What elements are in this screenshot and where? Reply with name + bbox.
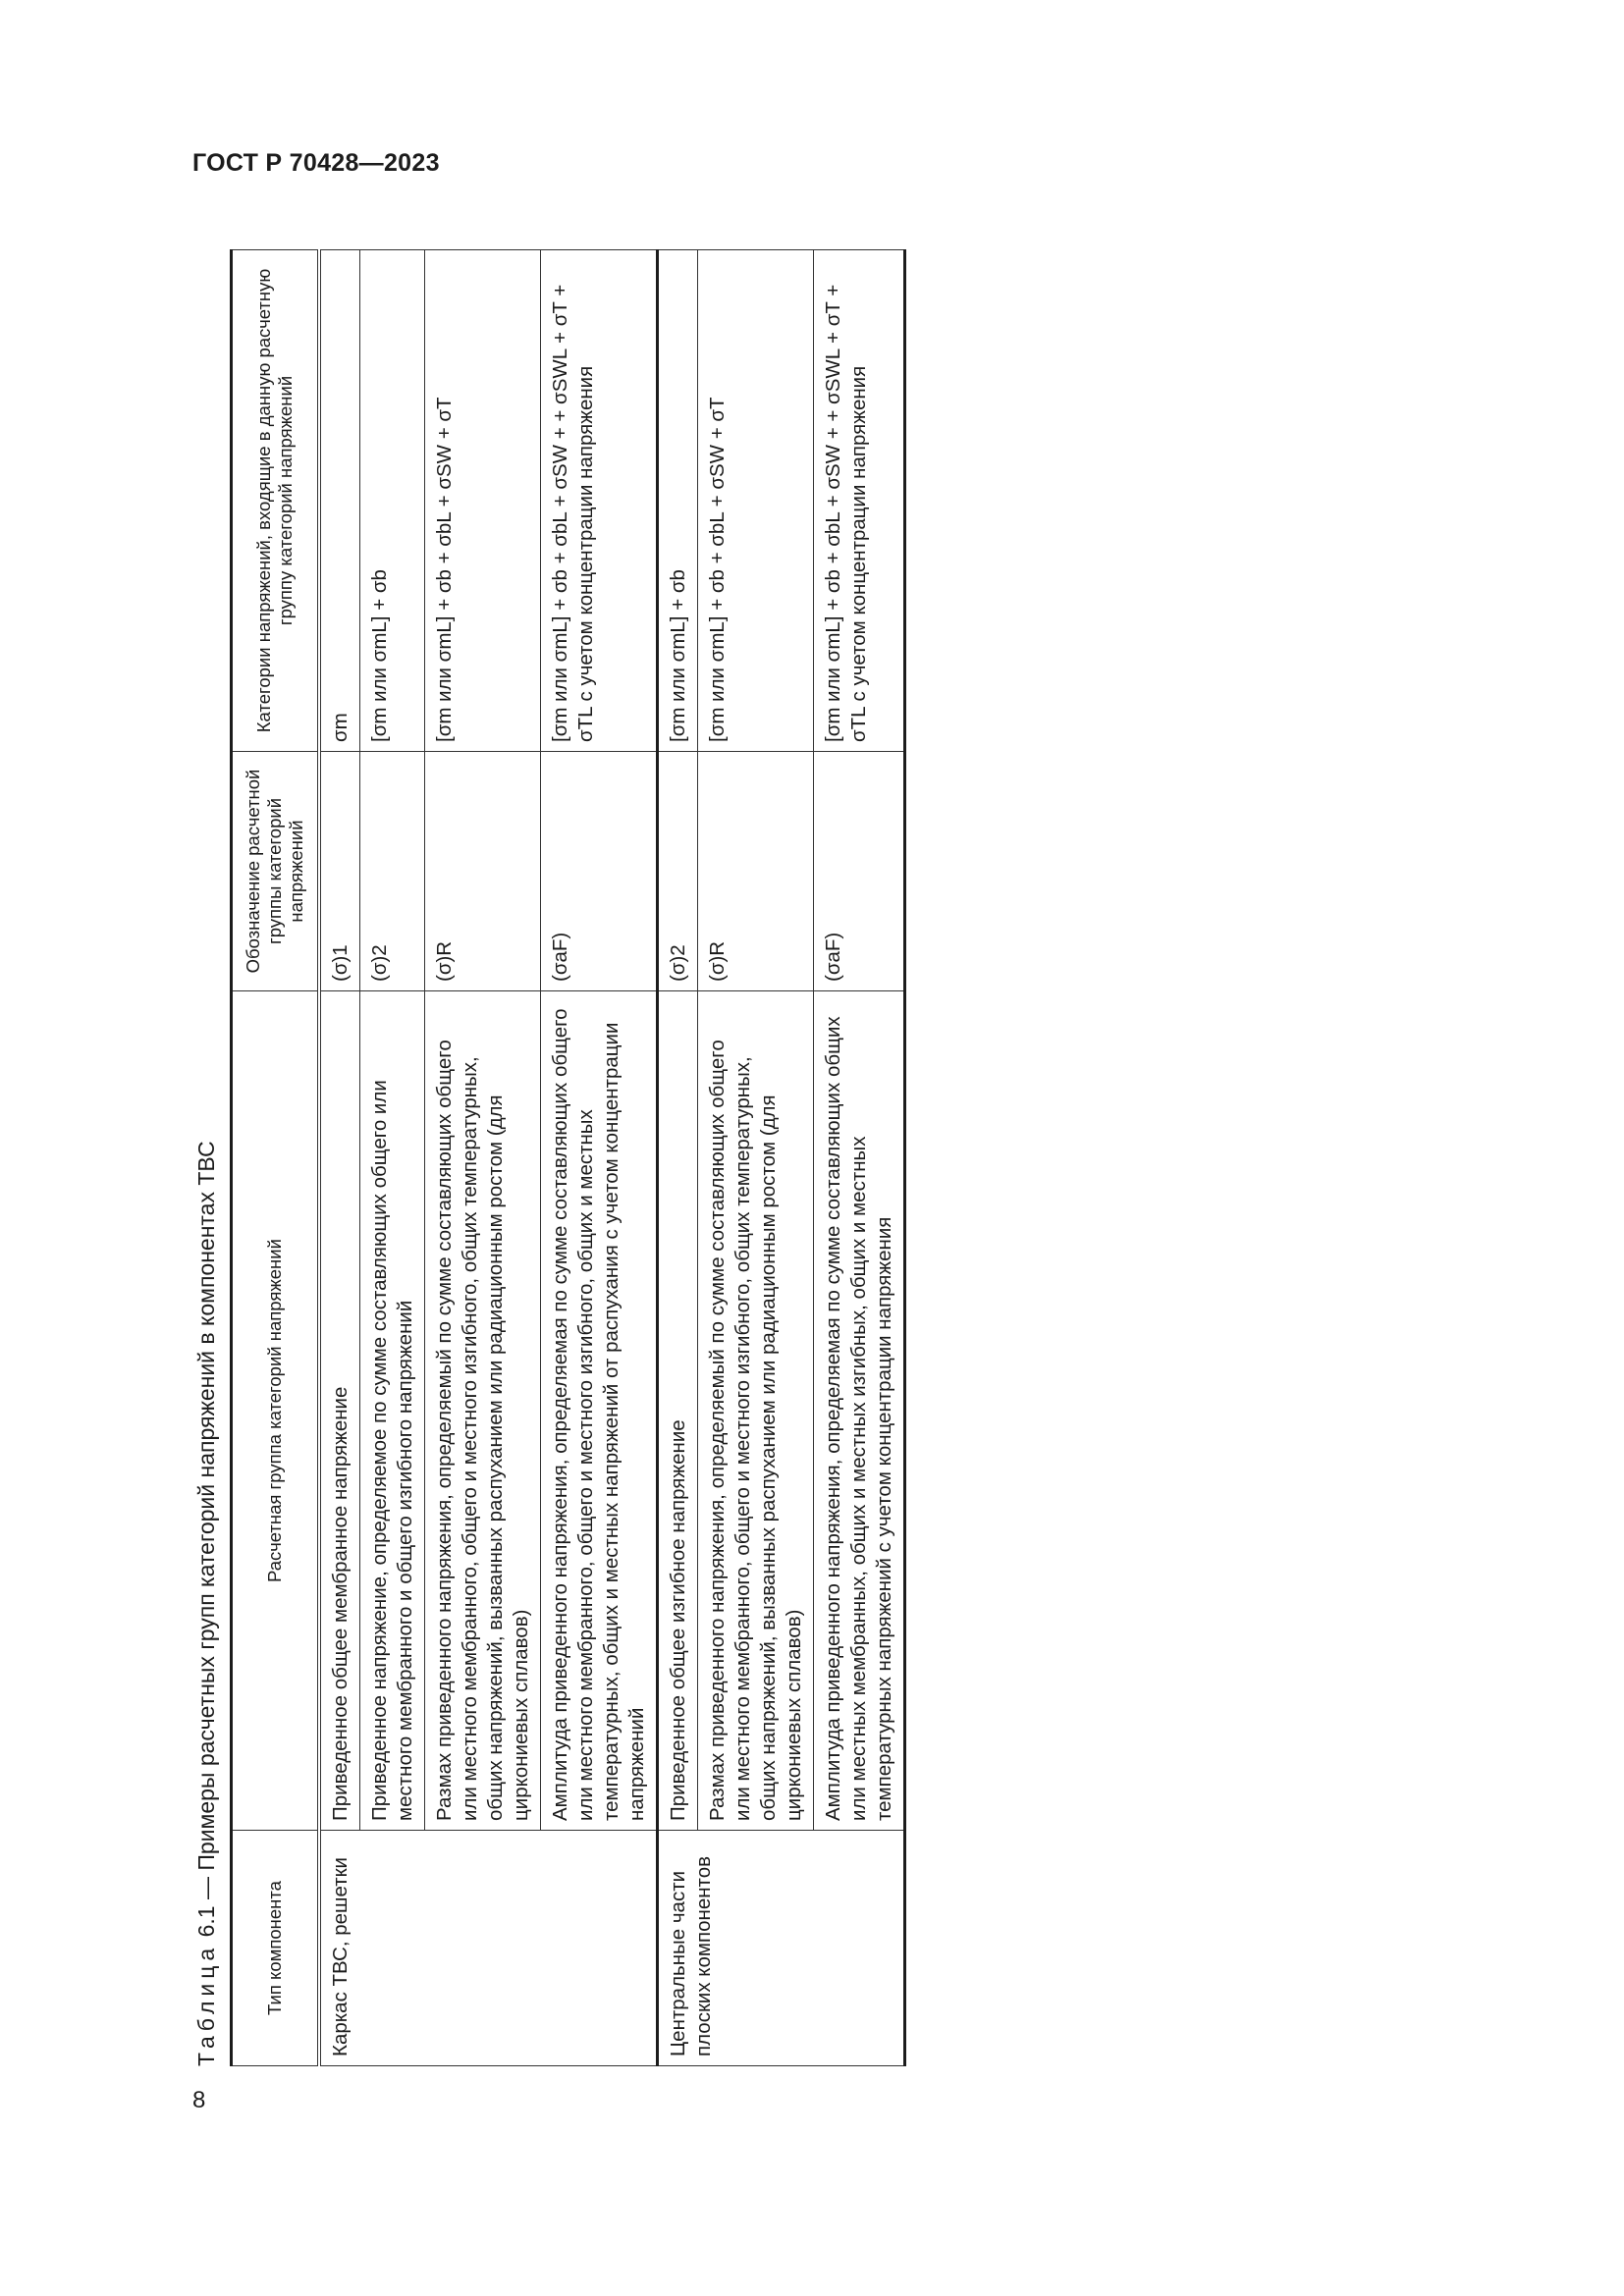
categories-cell: [σm или σmL] + σb + σbL + σSW + + σSWL + σT + σTL с учетом концентрации напряжения [814, 250, 905, 752]
designation-cell: (σ)R [698, 752, 814, 991]
table-caption [192, 1141, 220, 2066]
designation-cell: (σaF) [814, 752, 905, 991]
page-number: 8 [192, 2087, 206, 2113]
designation-cell: (σaF) [541, 752, 658, 991]
categories-cell: [σm или σmL] + σb [360, 250, 425, 752]
column-header-component-type: Тип компонента [232, 1831, 320, 2066]
table-caption-number: 6.1 [193, 1905, 219, 1938]
group-cell: Амплитуда приведенного напряжения, определяемая по сумме составляющих общего или местного мембранного, общего и местного изгибного, общих и местных температурных, общих и местных напряжений от распухания с учетом концентрации напряжений [541, 991, 658, 1831]
rotated-table-area [192, 191, 1043, 2066]
table-row [698, 250, 814, 2066]
table-row [425, 250, 541, 2066]
group-cell: Размах приведенного напряжения, определяемый по сумме составляющих общего или местного мембранного, общего и местного изгибного, общих температурных, общих напряжений, вызванных распуханием или радиационным ростом (для циркониевых сплавов) [425, 991, 541, 1831]
designation-cell: (σ)1 [319, 752, 360, 991]
designation-cell: (σ)2 [360, 752, 425, 991]
categories-cell: σm [319, 250, 360, 752]
designation-cell: (σ)R [425, 752, 541, 991]
stress-groups-table [230, 249, 906, 2066]
table-row [541, 250, 658, 2066]
column-header-categories: Категории напряжений, входящие в данную расчетную группу категорий напряжений [232, 250, 320, 752]
table-row [319, 250, 360, 2066]
categories-cell: [σm или σmL] + σb + σbL + σSW + + σSWL + σT + σTL с учетом концентрации напряжения [541, 250, 658, 752]
component-cell: Центральные части плоских компонентов [658, 1831, 905, 2066]
categories-cell: [σm или σmL] + σb + σbL + σSW + σT [698, 250, 814, 752]
component-cell: Каркас ТВС, решетки [319, 1831, 658, 2066]
group-cell: Приведенное общее мембранное напряжение [319, 991, 360, 1831]
column-header-designation: Обозначение расчетной группы категорий напряжений [232, 752, 320, 991]
table-row [814, 250, 905, 2066]
table-header-row [232, 250, 320, 2066]
group-cell: Приведенное напряжение, определяемое по сумме составляющих общего или местного мембранного и общего изгибного напряжений [360, 991, 425, 1831]
designation-cell: (σ)2 [658, 752, 698, 991]
categories-cell: [σm или σmL] + σb + σbL + σSW + σT [425, 250, 541, 752]
table-row [658, 250, 698, 2066]
group-cell: Приведенное общее изгибное напряжение [658, 991, 698, 1831]
table-caption-text: — Примеры расчетных групп категорий напряжений в компонентах ТВС [193, 1141, 219, 1906]
group-cell: Амплитуда приведенного напряжения, определяемая по сумме составляющих общих или местных мембранных, общих и местных изгибных, общих и местных температурных напряжений с учетом концентрации напряжения [814, 991, 905, 1831]
column-header-stress-group: Расчетная группа категорий напряжений [232, 991, 320, 1831]
document-header: ГОСТ Р 70428—2023 [192, 149, 440, 177]
table-row [360, 250, 425, 2066]
table-caption-prefix: Таблица [193, 1943, 219, 2066]
categories-cell: [σm или σmL] + σb [658, 250, 698, 752]
group-cell: Размах приведенного напряжения, определяемый по сумме составляющих общего или местного мембранного, общего и местного изгибного, общих температурных, общих напряжений, вызванных распуханием или радиационным ростом (для циркониевых сплавов) [698, 991, 814, 1831]
